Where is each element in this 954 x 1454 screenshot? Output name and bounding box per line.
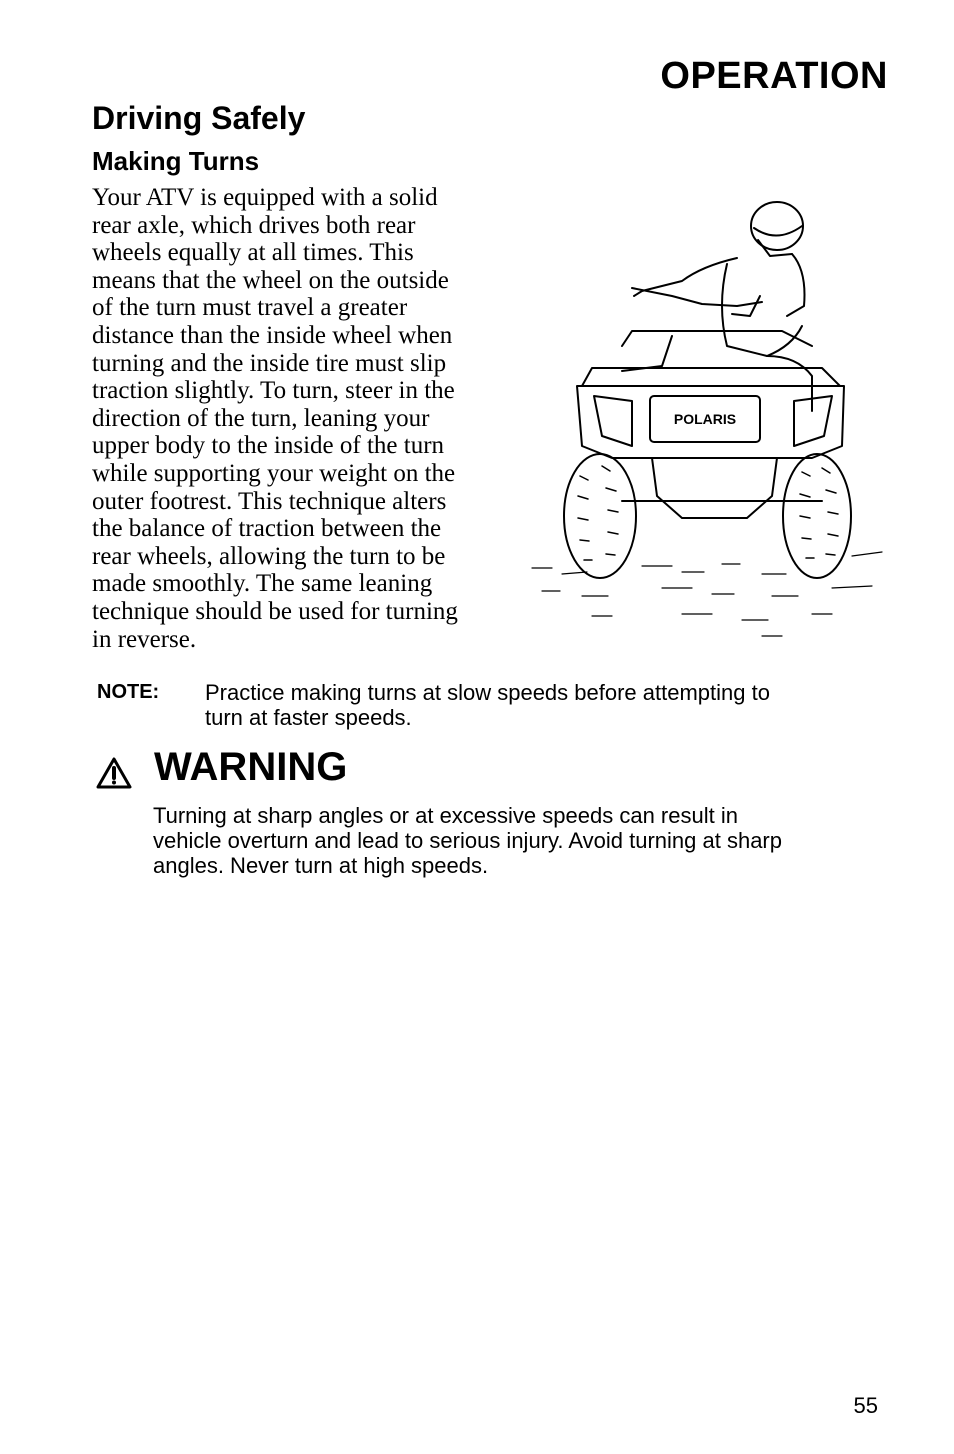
body-paragraph	[92, 184, 512, 653]
note-label: NOTE:	[97, 681, 160, 703]
ground-marks	[532, 552, 882, 636]
body-line: traction slightly. To turn, steer in the	[92, 377, 455, 405]
front-rack-top	[622, 331, 812, 346]
warning-line: vehicle overturn and lead to serious injury. Avoid turning at sharp	[153, 828, 782, 853]
left-arm	[634, 258, 737, 296]
left-front-tire	[564, 454, 636, 578]
front-body-top	[582, 368, 840, 386]
lower-frame	[652, 458, 777, 518]
left-headlight	[594, 396, 632, 446]
helmet-shape	[751, 202, 803, 250]
page-heading: Driving Safely	[92, 100, 306, 136]
body-line: the balance of traction between the	[92, 515, 442, 543]
right-front-tire	[783, 454, 851, 578]
torso	[722, 264, 802, 356]
right-tire-tread	[800, 468, 838, 558]
body-line: in reverse.	[92, 625, 197, 653]
atv-rider-illustration	[522, 196, 892, 644]
warning-triangle-icon	[96, 757, 132, 789]
body-line: Your ATV is equipped with a solid	[92, 184, 438, 211]
section-header: OPERATION	[660, 55, 888, 97]
handlebar	[632, 288, 762, 306]
body-line: direction of the turn, leaning your	[92, 404, 430, 432]
left-fender-line	[622, 336, 672, 371]
subheading: Making Turns	[92, 146, 260, 176]
left-tire-tread	[578, 466, 618, 560]
body-line: means that the wheel on the outside	[92, 266, 449, 294]
body-line: of the turn must travel a greater	[92, 294, 408, 322]
rider-leg	[767, 356, 812, 411]
body-line: outer footrest. This technique alters	[92, 487, 447, 515]
body-line: rear axle, which drives both rear	[92, 211, 416, 239]
note-line: Practice making turns at slow speeds before attempting to	[205, 680, 770, 705]
goggles-line	[754, 226, 802, 236]
body-line: made smoothly. The same leaning	[92, 570, 433, 598]
warning-line: angles. Never turn at high speeds.	[153, 853, 489, 878]
right-shoulder	[787, 254, 805, 316]
body-line: turning and the inside tire must slip	[92, 349, 447, 377]
body-line: rear wheels, allowing the turn to be	[92, 542, 446, 570]
body-line: while supporting your weight on the	[92, 459, 456, 487]
warning-line: Turning at sharp angles or at excessive speeds can result in	[153, 803, 738, 828]
body-line: wheels equally at all times. This	[92, 239, 414, 267]
page-number: 55	[853, 1393, 878, 1418]
body-line: distance than the inside wheel when	[92, 321, 453, 349]
body-line: technique should be used for turning	[92, 597, 458, 625]
polaris-logo: POLARIS	[673, 411, 737, 427]
warning-text	[153, 803, 913, 878]
body-line: upper body to the inside of the turn	[92, 432, 445, 460]
note-line: turn at faster speeds.	[205, 705, 412, 730]
warning-title: WARNING	[154, 745, 348, 789]
note-text	[205, 680, 885, 730]
